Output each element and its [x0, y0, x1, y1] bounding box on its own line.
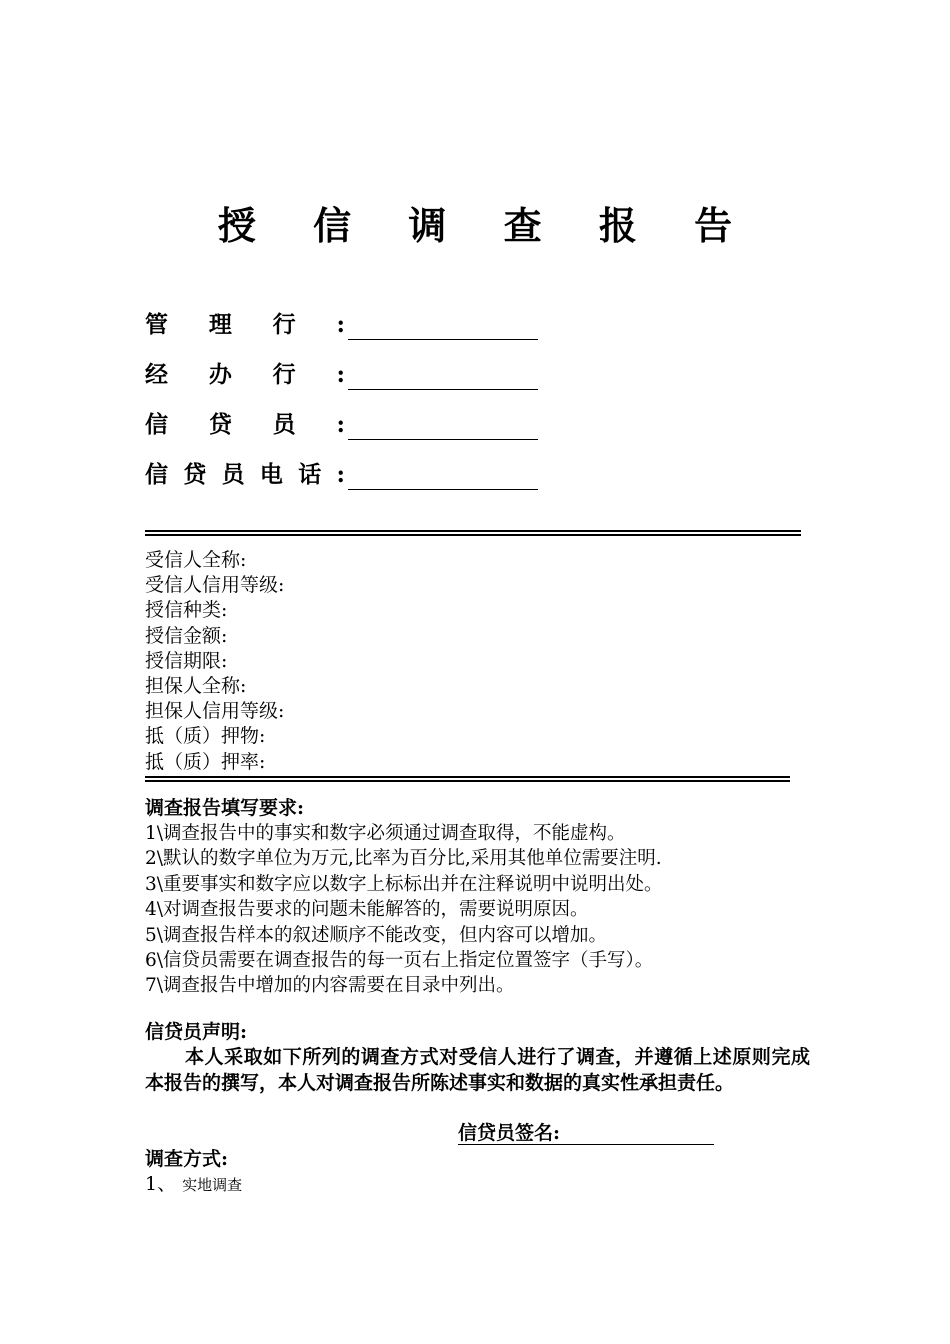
double-rule-bottom	[145, 776, 790, 782]
method-text: 实地调查	[182, 1176, 243, 1194]
signature-line[interactable]	[458, 1121, 714, 1145]
header-field-officer-phone	[145, 457, 345, 493]
info-item-credit-type: 授信种类:	[145, 599, 228, 622]
info-item-grantee-name: 受信人全称:	[145, 549, 247, 571]
page-title: 授 信 调 查 报 告	[217, 203, 755, 248]
credit-info-list	[145, 548, 284, 775]
method-item	[145, 1172, 242, 1198]
method-number: 1、	[145, 1173, 177, 1195]
header-field-label: 信贷员电话:	[145, 461, 345, 488]
header-field-handling-branch	[145, 357, 345, 393]
requirement-item: 3\重要事实和数字应以数字上标标出并在注释说明中说明出处。	[145, 873, 663, 895]
info-item-credit-term: 授信期限:	[145, 649, 228, 672]
info-item-guarantor-rating: 担保人信用等级:	[145, 700, 285, 723]
requirement-item: 2\默认的数字单位为万元,比率为百分比,采用其他单位需要注明.	[145, 848, 662, 870]
double-rule-top	[145, 530, 801, 536]
info-item-grantee-rating: 受信人信用等级:	[145, 574, 285, 597]
requirement-item: 5\调查报告样本的叙述顺序不能改变，但内容可以增加。	[145, 924, 608, 946]
requirements-list	[145, 821, 663, 999]
header-field-blank[interactable]	[348, 457, 538, 490]
methods-heading: 调查方式:	[145, 1148, 229, 1170]
header-field-blank[interactable]	[348, 407, 538, 440]
header-field-blank[interactable]	[348, 357, 538, 390]
info-item-collateral-ratio: 抵（质）押率:	[145, 750, 266, 773]
declaration-text: 本人采取如下所列的调查方式对受信人进行了调查，并遵循上述原则完成本报告的撰写，本人对调查报告所陈述事实和数据的真实性承担责任。	[145, 1046, 810, 1094]
requirement-item: 6\信贷员需要在调查报告的每一页右上指定位置签字（手写）。	[145, 950, 654, 972]
requirements-heading: 调查报告填写要求:	[145, 797, 305, 819]
requirement-item: 4\对调查报告要求的问题未能解答的，需要说明原因。	[145, 899, 589, 921]
requirement-item: 7\调查报告中增加的内容需要在目录中列出。	[145, 975, 515, 997]
header-field-managing-branch	[145, 307, 345, 343]
header-field-blank[interactable]	[348, 307, 538, 340]
signature-label: 信贷员签名:	[458, 1122, 561, 1144]
header-field-label: 经办行:	[145, 361, 345, 388]
info-item-guarantor-name: 担保人全称:	[145, 675, 247, 698]
requirement-item: 1\调查报告中的事实和数字必须通过调查取得，不能虚构。	[145, 823, 626, 844]
declaration-heading: 信贷员声明:	[145, 1021, 248, 1043]
info-item-credit-amount: 授信金额:	[145, 624, 228, 647]
header-field-label: 管理行:	[145, 311, 345, 338]
header-field-loan-officer	[145, 407, 345, 443]
header-field-label: 信贷员:	[145, 411, 345, 438]
info-item-collateral: 抵（质）押物:	[145, 725, 266, 748]
